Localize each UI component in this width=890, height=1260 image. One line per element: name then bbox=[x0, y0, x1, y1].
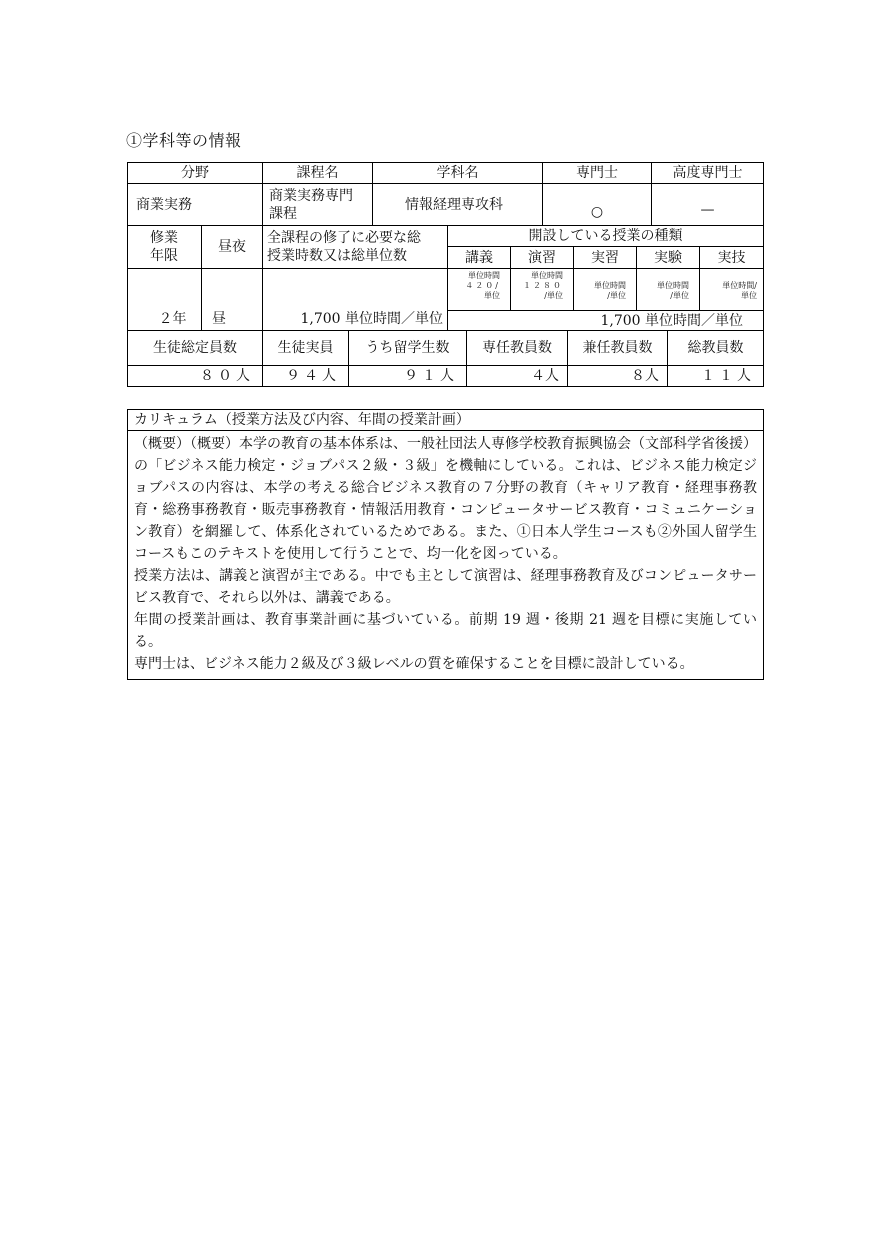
unit-note-text: 単位時間 bbox=[531, 271, 563, 280]
header-department-name: 学科名 bbox=[373, 163, 543, 184]
course-name-value bbox=[263, 184, 373, 226]
header-fulltime-teachers: 専任教員数 bbox=[467, 331, 568, 366]
total-capacity-value: ８０人 bbox=[128, 366, 263, 386]
course-name-line2: 課程 bbox=[269, 205, 297, 222]
required-hours-line2: 授業時数又は総単位数 bbox=[267, 248, 407, 264]
day-night-value: 昼 bbox=[202, 269, 263, 331]
course-name-line1: 商業実務専門 bbox=[269, 187, 353, 204]
curriculum-paragraph: 年間の授業計画は、教育事業計画に基づいている。前期 19 週・後期 21 週を目標に実施している。 bbox=[134, 612, 757, 650]
header-advanced-degree: 高度専門士 bbox=[652, 163, 763, 184]
enrolled-value: ９４人 bbox=[263, 366, 349, 386]
header-enrolled: 生徒実員 bbox=[263, 331, 349, 366]
fulltime-teachers-value: ４人 bbox=[467, 366, 568, 386]
type-exercise: 演習 bbox=[511, 247, 574, 269]
curriculum-table bbox=[127, 409, 764, 680]
unit-note-text: 単位時間/ bbox=[722, 281, 757, 290]
unit-note-text: /単位 bbox=[670, 291, 689, 300]
required-hours-header bbox=[263, 226, 448, 269]
unit-note-exercise bbox=[511, 269, 574, 311]
unit-note-lecture bbox=[448, 269, 511, 311]
header-course-name: 課程名 bbox=[263, 163, 373, 184]
years-header-line2: 年限 bbox=[150, 248, 178, 264]
associate-degree-value: ○ bbox=[543, 184, 652, 226]
unit-note-text: 単位時間 bbox=[657, 281, 689, 290]
day-night-header: 昼夜 bbox=[202, 226, 263, 269]
type-practice: 実習 bbox=[574, 247, 637, 269]
curriculum-header: カリキュラム（授業方法及び内容、年間の授業計画） bbox=[128, 410, 763, 431]
section-title: ①学科等の情報 bbox=[126, 131, 242, 150]
header-international: うち留学生数 bbox=[349, 331, 467, 366]
department-info-table bbox=[127, 162, 764, 387]
type-lecture: 講義 bbox=[448, 247, 511, 269]
curriculum-paragraph: 専門士は、ビジネス能力２級及び３級レベルの質を確保することを目標に設計している。 bbox=[134, 656, 694, 672]
unit-note-text: 単位時間 bbox=[594, 281, 626, 290]
years-header bbox=[128, 226, 202, 269]
unit-note-text: 単位時間 bbox=[468, 271, 500, 280]
required-hours-line1: 全課程の修了に必要な総 bbox=[267, 230, 421, 246]
field-value: 商業実務 bbox=[128, 184, 263, 226]
unit-note-skill bbox=[700, 269, 763, 311]
years-value: ２年 bbox=[128, 269, 202, 331]
required-hours-value: 1,700 単位時間／単位 bbox=[263, 269, 448, 331]
unit-note-text: /単位 bbox=[544, 291, 563, 300]
header-total-teachers: 総教員数 bbox=[668, 331, 763, 366]
header-parttime-teachers: 兼任教員数 bbox=[568, 331, 668, 366]
header-total-capacity: 生徒総定員数 bbox=[128, 331, 263, 366]
unit-note-experiment bbox=[637, 269, 700, 311]
curriculum-paragraph: （概要）（概要）本学の教育の基本体系は、一般社団法人専修学校教育振興協会（文部科学省後援）の「ビジネス能力検定・ジョブパス２級・３級」を機軸にしている。これは、ビジネス能力検定ジョブパスの内容は、本学の考える総合ビジネス教育の７分野の教育（キャリア教育・経理事務教育・総務事務教育・販売事務教育・情報活用教育・コンピュータサービス教育・コミュニケーション教育）を網羅して、体系化されているためである。また、①日本人学生コースも②外国人留学生コースもこのテキストを使用して行うことで、均一化を図っている。 bbox=[134, 436, 757, 562]
parttime-teachers-value: ８人 bbox=[568, 366, 668, 386]
total-teachers-value: １１人 bbox=[701, 368, 755, 384]
department-value: 情報経理専攻科 bbox=[373, 184, 543, 226]
unit-note-text: １２８０ bbox=[523, 281, 563, 290]
total-hours-value: 1,700 単位時間／単位 bbox=[448, 311, 763, 331]
unit-note-text: ４２０/ bbox=[465, 281, 500, 290]
unit-note-text: /単位 bbox=[607, 291, 626, 300]
header-associate-degree: 専門士 bbox=[543, 163, 652, 184]
advanced-degree-value: — bbox=[652, 184, 763, 226]
header-field: 分野 bbox=[128, 163, 263, 184]
curriculum-paragraph: 授業方法は、講義と演習が主である。中でも主として演習は、経理事務教育及びコンピュータサービス教育で、それら以外は、講義である。 bbox=[134, 568, 757, 606]
unit-note-text: 単位 bbox=[484, 291, 500, 300]
years-header-line1: 修業 bbox=[150, 230, 178, 246]
unit-note-text: 単位 bbox=[741, 291, 757, 300]
type-skill: 実技 bbox=[700, 247, 763, 269]
international-value: ９１人 bbox=[349, 366, 467, 386]
class-types-header: 開設している授業の種類 bbox=[448, 226, 763, 247]
type-experiment: 実験 bbox=[637, 247, 700, 269]
curriculum-body bbox=[128, 431, 763, 679]
unit-note-practice bbox=[574, 269, 637, 311]
